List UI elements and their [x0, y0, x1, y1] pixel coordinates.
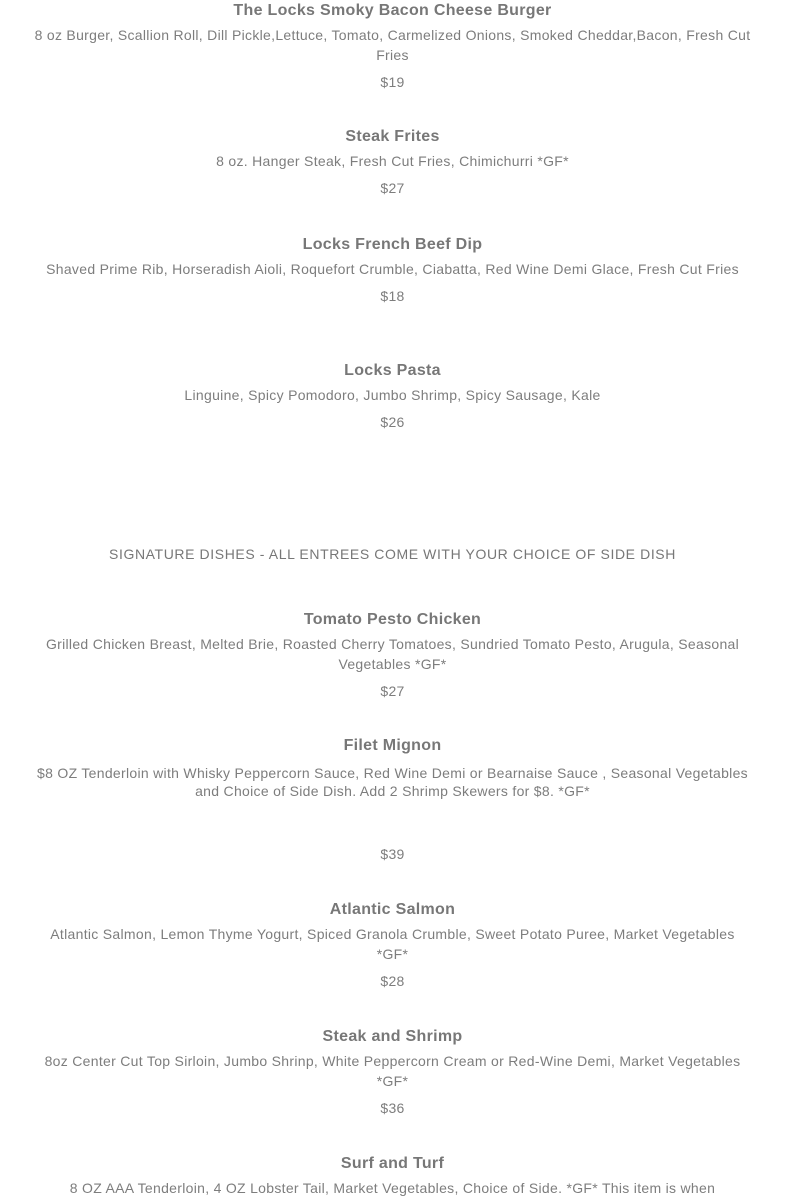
- menu-item-price: $18: [380, 288, 405, 304]
- menu-item-price: $36: [380, 1100, 405, 1116]
- menu-item-steak-frites: [0, 127, 785, 198]
- menu-item-price: $19: [380, 74, 405, 90]
- menu-item-name: Surf and Turf: [340, 1155, 445, 1172]
- menu-item-price: $27: [380, 180, 405, 196]
- menu-item-name: Steak Frites: [345, 128, 440, 145]
- menu-item-description: 8 OZ AAA Tenderloin, 4 OZ Lobster Tail, Market Vegetables, Choice of Side. *GF* This item is when: [69, 1180, 716, 1196]
- menu-item-description: Linguine, Spicy Pomodoro, Jumbo Shrimp, Spicy Sausage, Kale: [184, 387, 601, 403]
- menu-item-price: $26: [380, 414, 405, 430]
- menu-item-description: $8 OZ Tenderloin with Whisky Peppercorn Sauce, Red Wine Demi or Bearnaise Sauce , Seasonal Vegetables and Choice of Side Dish. Add 2 Shrimp Skewers for $8. *GF*: [37, 765, 748, 799]
- menu-item-surf-and-turf: [0, 1154, 785, 1198]
- menu-item-description: 8oz Center Cut Top Sirloin, Jumbo Shrinp, White Peppercorn Cream or Red-Wine Demi, Market Vegetables *GF*: [44, 1053, 741, 1089]
- menu-item-description: Grilled Chicken Breast, Melted Brie, Roasted Cherry Tomatoes, Sundried Tomato Pesto, Arugula, Seasonal Vegetables *GF*: [45, 636, 740, 672]
- section-heading-signature-dishes: SIGNATURE DISHES - ALL ENTREES COME WITH YOUR CHOICE OF SIDE DISH: [109, 546, 676, 562]
- menu-item-price: $39: [380, 846, 405, 862]
- menu-item-description: Atlantic Salmon, Lemon Thyme Yogurt, Spiced Granola Crumble, Sweet Potato Puree, Market Vegetables *GF*: [50, 926, 735, 962]
- menu-item-description: 8 oz. Hanger Steak, Fresh Cut Fries, Chimichurri *GF*: [216, 153, 569, 169]
- menu-item-name: Filet Mignon: [343, 737, 442, 754]
- menu-item-bacon-cheese-burger: [0, 1, 785, 92]
- menu-item-name: Locks Pasta: [344, 362, 441, 379]
- menu-item-steak-and-shrimp: [0, 1027, 785, 1118]
- menu-item-name: Locks French Beef Dip: [302, 236, 483, 253]
- menu-item-atlantic-salmon: [0, 900, 785, 991]
- menu-item-name: Steak and Shrimp: [322, 1028, 463, 1045]
- menu-item-name: Tomato Pesto Chicken: [303, 611, 482, 628]
- menu-item-description: 8 oz Burger, Scallion Roll, Dill Pickle,Lettuce, Tomato, Carmelized Onions, Smoked Cheddar,Bacon, Fresh Cut Fries: [34, 27, 751, 63]
- menu-item-filet-mignon: [0, 736, 785, 864]
- menu-item-description: Shaved Prime Rib, Horseradish Aioli, Roquefort Crumble, Ciabatta, Red Wine Demi Glace, Fresh Cut Fries: [46, 261, 739, 277]
- menu-item-tomato-pesto-chicken: [0, 610, 785, 701]
- menu-item-french-beef-dip: [0, 235, 785, 306]
- menu-item-name: The Locks Smoky Bacon Cheese Burger: [233, 2, 552, 19]
- menu-item-locks-pasta: [0, 361, 785, 432]
- menu-item-price: $27: [380, 683, 405, 699]
- menu-item-name: Atlantic Salmon: [329, 901, 456, 918]
- menu-item-price: $28: [380, 973, 405, 989]
